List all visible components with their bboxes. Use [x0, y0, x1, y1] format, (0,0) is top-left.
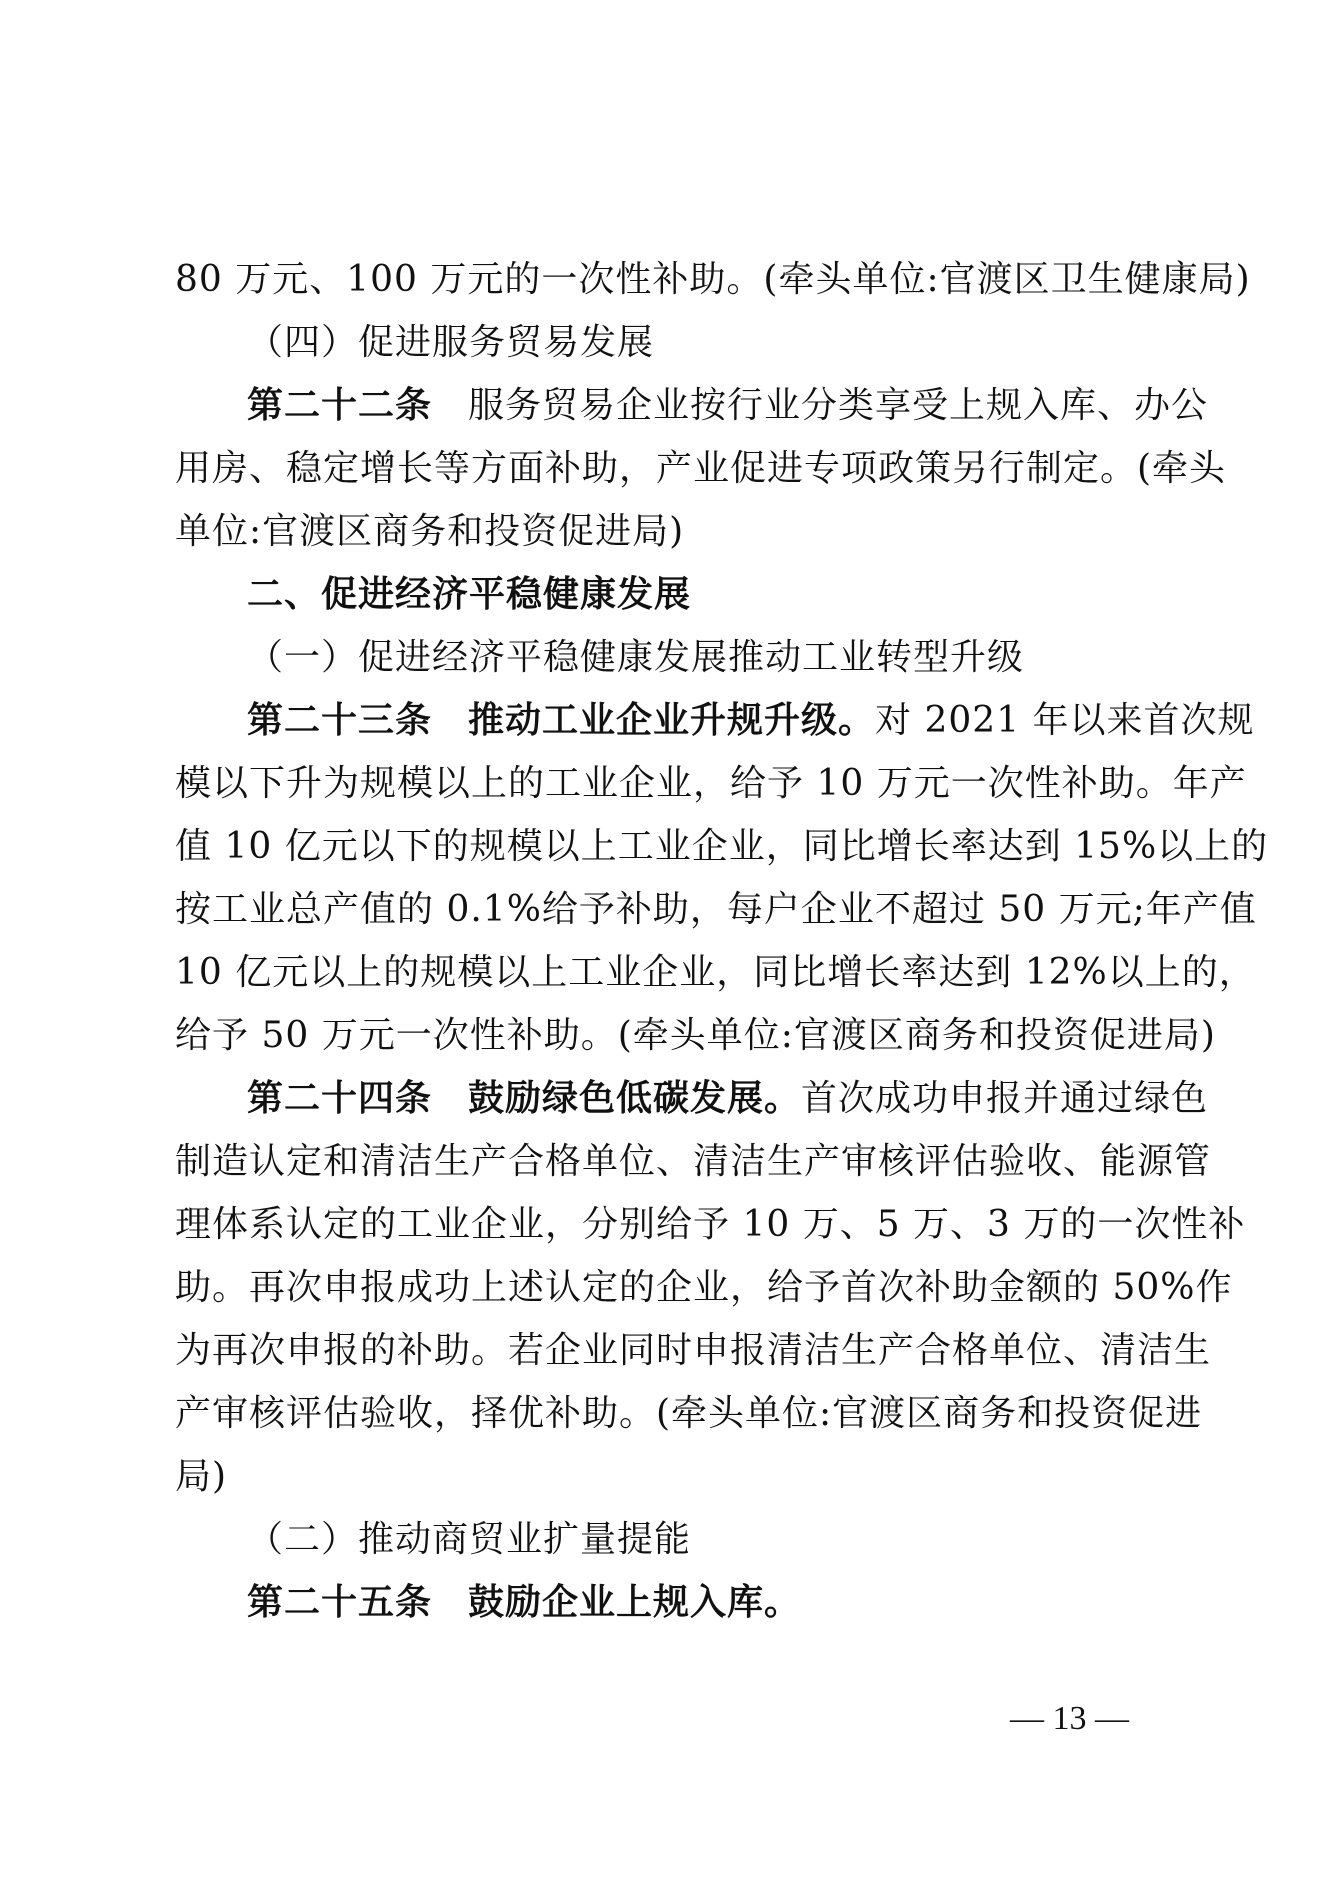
article-title: 鼓励绿色低碳发展。 [468, 1078, 802, 1119]
line-text: 服务贸易企业按行业分类享受上规入库、办公 [468, 385, 1209, 426]
paragraph-line [175, 815, 1269, 878]
chapter-heading [175, 563, 1165, 626]
paragraph-line [175, 752, 1247, 815]
paragraph-line [175, 500, 1165, 563]
line-text: 80 万元、100 万元的一次性补助。(牵头单位:官渡区卫生健康局) [175, 259, 1251, 300]
paragraph-line [175, 1445, 1165, 1508]
line-text: 按工业总产值的 0.1%给予补助，每户企业不超过 50 万元;年产值 [175, 889, 1257, 930]
line-text: 模以下升为规模以上的工业企业，给予 10 万元一次性补助。年产 [175, 763, 1247, 804]
paragraph-line [175, 248, 1251, 311]
chapter-heading-text: 二、促进经济平稳健康发展 [247, 574, 692, 615]
article-24-line [175, 1067, 1209, 1130]
section-heading [175, 311, 1165, 374]
paragraph-line [175, 941, 1256, 1004]
article-23-line [175, 689, 1255, 752]
paragraph-line [175, 1256, 1233, 1319]
paragraph-line [175, 1193, 1246, 1256]
section-heading-text: （一）促进经济平稳健康发展推动工业转型升级 [247, 637, 1025, 678]
section-heading-text: （四）促进服务贸易发展 [247, 322, 655, 363]
line-text: 10 亿元以上的规模以上工业企业，同比增长率达到 12%以上的， [175, 952, 1256, 993]
line-text: 局) [175, 1456, 228, 1497]
article-title: 推动工业企业升规升级。 [468, 700, 876, 741]
line-text: 值 10 亿元以下的规模以上工业企业，同比增长率达到 15%以上的 [175, 826, 1269, 867]
paragraph-line [175, 878, 1257, 941]
line-text: 制造认定和清洁生产合格单位、清洁生产审核评估验收、能源管 [175, 1141, 1212, 1182]
line-text: 助。再次申报成功上述认定的企业，给予首次补助金额的 50%作 [175, 1267, 1233, 1308]
line-text: 产审核评估验收，择优补助。(牵头单位:官渡区商务和投资促进 [175, 1393, 1203, 1434]
paragraph-line [175, 1130, 1212, 1193]
paragraph-line [175, 1319, 1212, 1382]
line-text: 用房、稳定增长等方面补助，产业促进专项政策另行制定。(牵头 [175, 448, 1227, 489]
paragraph-line [175, 437, 1227, 500]
page-number: — 13 — [1010, 1700, 1129, 1737]
line-text: 单位:官渡区商务和投资促进局) [175, 511, 685, 552]
paragraph-line [175, 1004, 1216, 1067]
paragraph-line [175, 1382, 1203, 1445]
line-text: 为再次申报的补助。若企业同时申报清洁生产合格单位、清洁生 [175, 1330, 1212, 1371]
article-22-line [175, 374, 1209, 437]
article-number: 第二十五条 [247, 1582, 433, 1623]
article-title: 鼓励企业上规入库。 [468, 1582, 802, 1623]
section-heading-text: （二）推动商贸业扩量提能 [247, 1519, 692, 1560]
article-25-line [175, 1571, 1165, 1634]
line-text: 理体系认定的工业企业，分别给予 10 万、5 万、3 万的一次性补 [175, 1204, 1246, 1245]
section-heading [175, 1508, 1165, 1571]
article-number: 第二十二条 [247, 385, 433, 426]
article-number: 第二十三条 [247, 700, 433, 741]
document-body [175, 248, 1269, 1634]
line-text: 给予 50 万元一次性补助。(牵头单位:官渡区商务和投资促进局) [175, 1015, 1216, 1056]
section-heading [175, 626, 1165, 689]
article-number: 第二十四条 [247, 1078, 433, 1119]
line-text: 对 2021 年以来首次规 [875, 700, 1255, 741]
line-text: 首次成功申报并通过绿色 [801, 1078, 1209, 1119]
